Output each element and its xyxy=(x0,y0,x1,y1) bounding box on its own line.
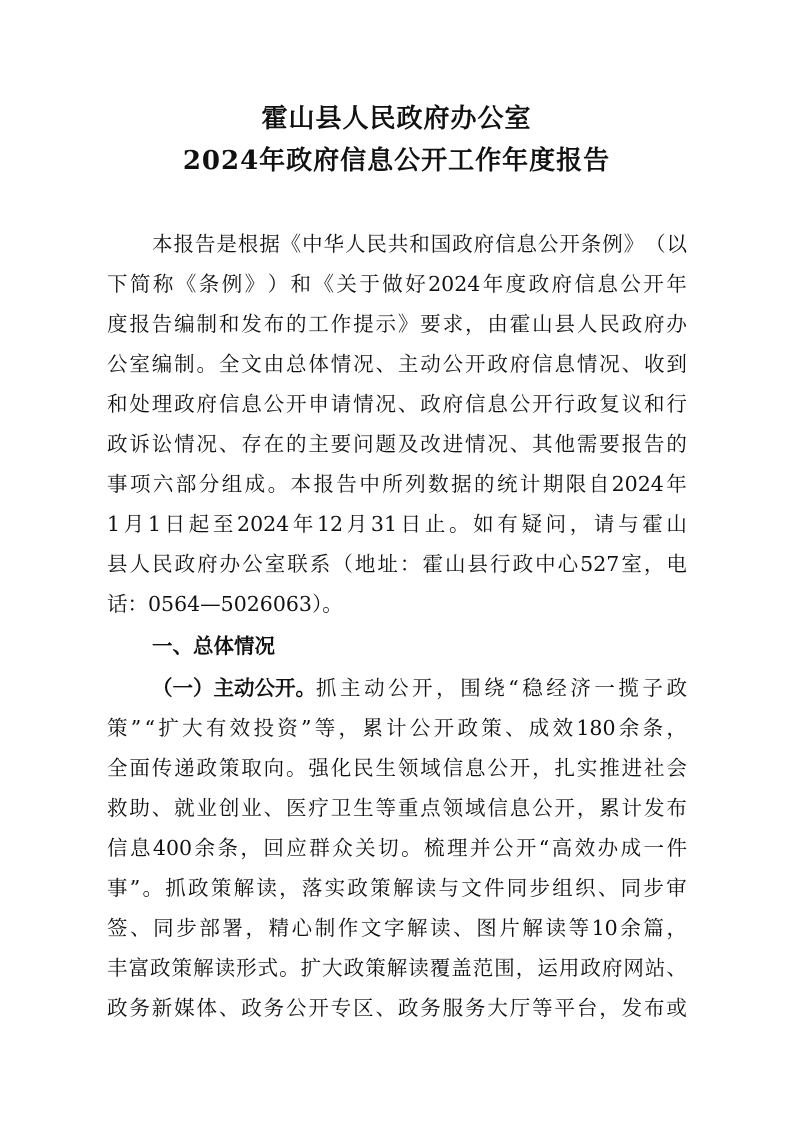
paragraph-line: 信 息 400 余 条 ， 回 应 群 众 关 切 。 梳 理 并 公 开 “ 高 效 办 成 一 件 xyxy=(107,836,687,860)
report-title-line1: 霍山县人民政府办公室 xyxy=(261,104,532,134)
paragraph-line: 事 项 六 部 分 组 成 。 本 报 告 中 所 列 数 据 的 统 计 期 限 自 2024 年 xyxy=(107,472,687,496)
paragraph-line: 度 报 告 编 制 和 发 布 的 工 作 提 示 》 要 求 ， 由 霍 山 县 人 民 政 府 办 xyxy=(107,312,687,336)
paragraph-line: 策 ” “ 扩 大 有 效 投 资 ” 等 ， 累 计 公 开 政 策 、 成 效 180 余 条 ， xyxy=(107,716,687,740)
paragraph-line: 政 务 新 媒 体 、 政 务 公 开 专 区 、 政 务 服 务 大 厅 等 平 台 ， 发 布 或 xyxy=(107,996,687,1020)
paragraph-line: 公 室 编 制 。 全 文 由 总 体 情 况 、 主 动 公 开 政 府 信 息 情 况 、 收 到 xyxy=(107,352,687,376)
paragraph-line: 下 简 称 《 条 例 》 ） 和 《 关 于 做 好 2024 年 度 政 府 信 息 公 开 年 xyxy=(107,272,687,296)
paragraph-line: 丰 富 政 策 解 读 形 式 。 扩 大 政 策 解 读 覆 盖 范 围 ， 运 用 政 府 网 站 、 xyxy=(107,956,687,980)
report-title-line2: 2024年政府信息公开工作年度报告 xyxy=(182,146,611,176)
paragraph-line: 救 助 、 就 业 创 业 、 医 疗 卫 生 等 重 点 领 域 信 息 公 开 ， 累 计 发 布 xyxy=(107,796,687,820)
paragraph-line: 和 处 理 政 府 信 息 公 开 申 请 情 况 、 政 府 信 息 公 开 行 政 复 议 和 行 xyxy=(107,392,687,416)
paragraph-line: 话：0564—5026063）。 xyxy=(107,592,343,616)
subsection-label: （一）主动公开。 xyxy=(152,676,316,700)
paragraph-line xyxy=(152,668,687,708)
paragraph-line: 事 ” 。 抓 政 策 解 读 ， 落 实 政 策 解 读 与 文 件 同 步 组 织 、 同 步 审 xyxy=(107,876,687,900)
paragraph-line: 签 、 同 步 部 署 ， 精 心 制 作 文 字 解 读 、 图 片 解 读 等 10 余 篇 ， xyxy=(107,916,687,940)
paragraph-line: 全 面 传 递 政 策 取 向 。 强 化 民 生 领 域 信 息 公 开 ， 扎 实 推 进 社 会 xyxy=(107,756,687,780)
paragraph-text: 抓 主 动 公 开 ， 围 绕 “ 稳 经 济 一 揽 子 政 xyxy=(316,676,687,700)
paragraph-line: 本 报 告 是 根 据 《 中 华 人 民 共 和 国 政 府 信 息 公 开 条 例 》 （ 以 xyxy=(152,232,687,256)
paragraph-line: 县 人 民 政 府 办 公 室 联 系 （ 地 址 ： 霍 山 县 行 政 中 心 527 室 ， 电 xyxy=(107,552,687,576)
paragraph-line: 政 诉 讼 情 况 、 存 在 的 主 要 问 题 及 改 进 情 况 、 其 他 需 要 报 告 的 xyxy=(107,432,687,456)
paragraph-line: 1 月 1 日 起 至 2024 年 12 月 31 日 止 。 如 有 疑 问 ， 请 与 霍 山 xyxy=(107,512,687,536)
section-heading: 一、总体情况 xyxy=(152,634,275,658)
